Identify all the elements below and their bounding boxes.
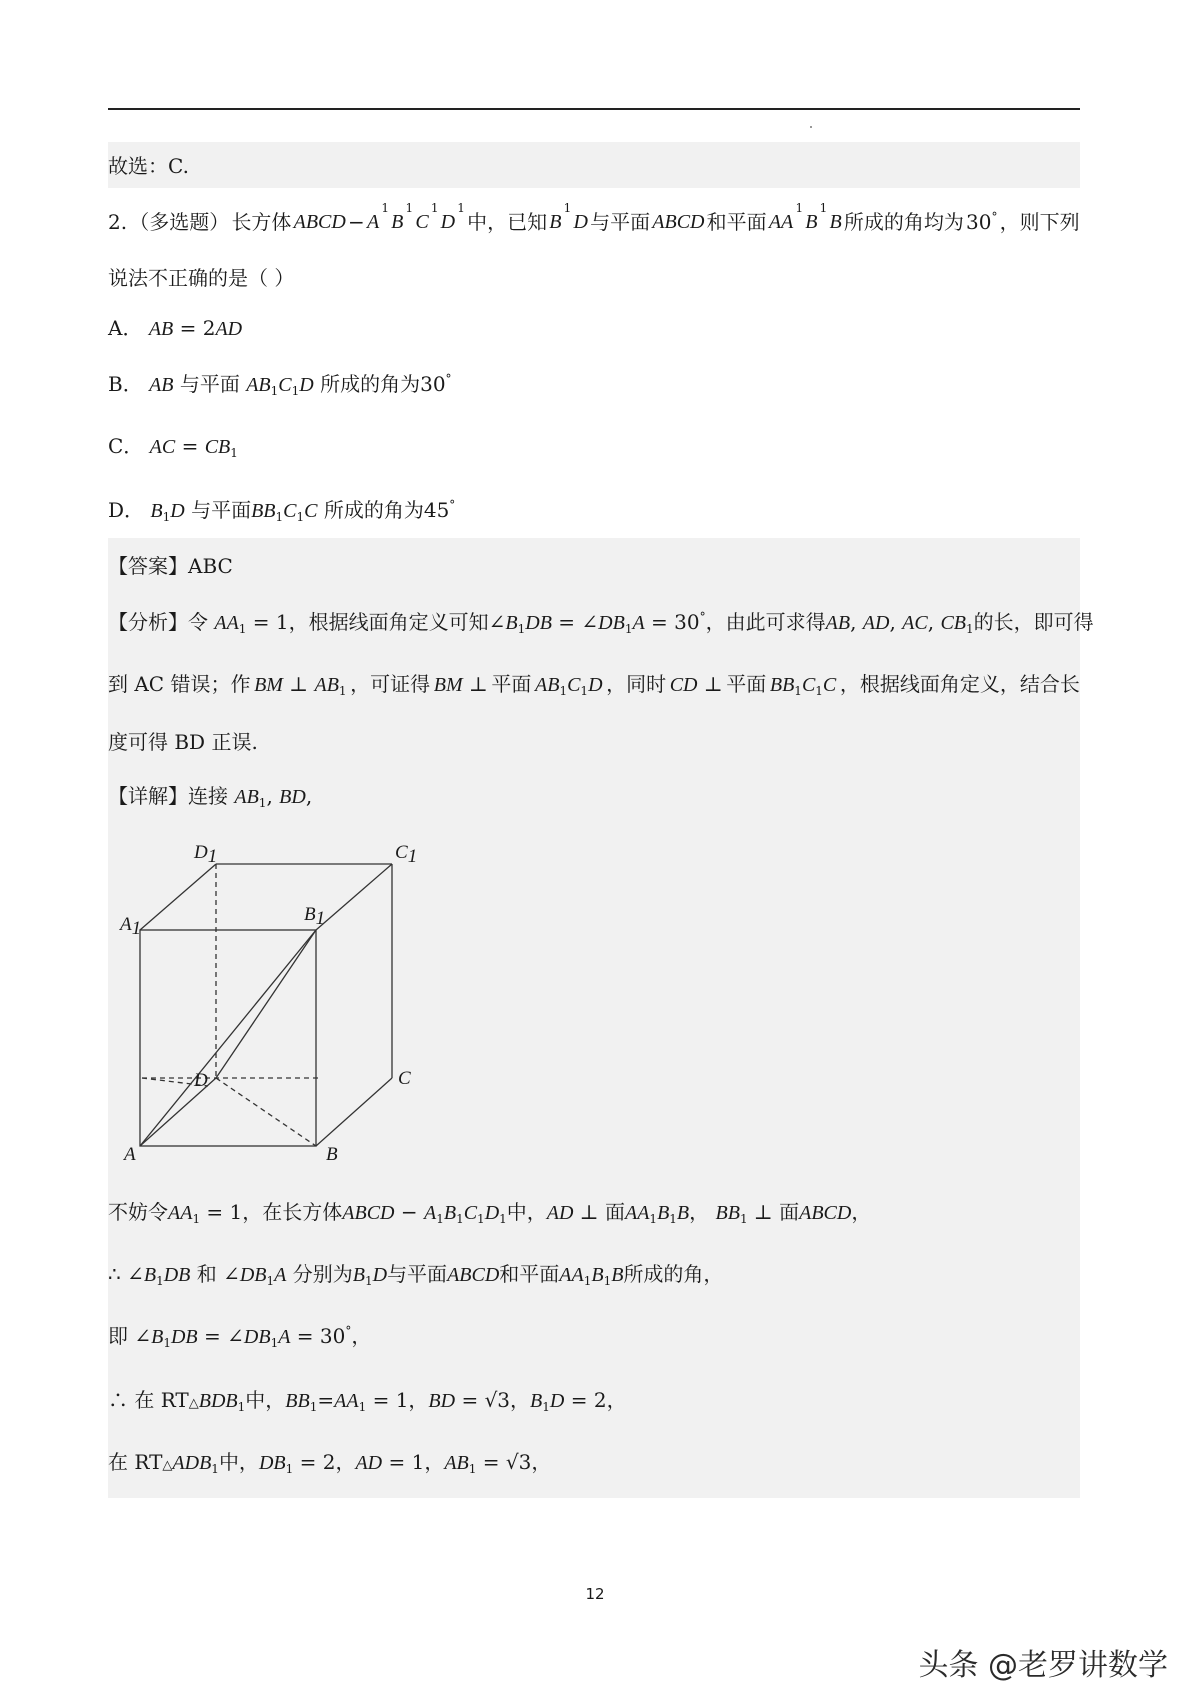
label-a1: A1 (120, 914, 142, 939)
cuboid-figure (108, 838, 428, 1178)
option-d: D． $B_1D$ 与平面$BB_1C_1C$ 所成的角为45° (108, 498, 456, 524)
label-d: D (194, 1070, 208, 1091)
label-b: B (326, 1144, 338, 1165)
label-d1: D1 (194, 842, 218, 867)
label-c1: C1 (395, 842, 418, 867)
analysis-line2: 到 AC 错误；作 BM ⊥ $AB_1$ ，可证得 BM ⊥ 平面 $AB_1C_1D$ ，同时 CD ⊥ 平面 $BB_1C_1C$ ，根据线面角定义，结合长 (108, 672, 1080, 698)
analysis-line1: 【分析】令 $AA_1 = 1$ ，根据线面角定义可知 $\angle B_1DB$ = $\angle DB_1A = 30^\circ$ ，由此可求得 AB, AD, AC, $CB_1$ 的长，即可得 (108, 610, 1094, 636)
label-b1: B1 (304, 904, 326, 929)
scan-dot (810, 126, 812, 128)
edge-bc (316, 1078, 392, 1146)
detail-step1: 不妨令$AA_1 = 1$，在长方体ABCD − $A_1B_1C_1D_1$中，AD ⊥ 面$AA_1B_1B$， $BB_1$ ⊥ 面ABCD， (108, 1200, 872, 1226)
detail-step2: ∴ $\angle B_1DB$ 和 $\angle DB_1A$ 分别为$B_1D$与平面ABCD和平面$AA_1B_1B$所成的角， (108, 1262, 724, 1288)
diag-ab1 (140, 930, 316, 1146)
edge-a1d1 (140, 864, 216, 930)
analysis-line3: 度可得 BD 正误. (108, 730, 258, 754)
detail-connect: 【详解】连接 $AB_1$, BD, (108, 784, 313, 810)
question-stem-line2: 说法不正确的是（ ） (108, 266, 295, 290)
label-a: A (124, 1144, 136, 1165)
diag-db1 (216, 930, 316, 1078)
question-stem-line1: 2. （多选题） 长方体 ABCD − A 1 B 1 C 1 D 1 中，已知 B 1 D 与平面 ABCD 和平面 AA 1 B 1 B 所成的角均为 30° ，则下列 (108, 201, 1080, 234)
option-a: A． AB = 2AD (108, 316, 243, 340)
detail-step3: 即 $\angle B_1DB$ = $\angle DB_1A = 30^\circ$， (108, 1324, 372, 1350)
detail-step5: 在 $RT\triangle ADB_1$中，$DB_1 = 2$，AD = 1，$AB_1 = √3$， (108, 1450, 552, 1476)
diag-db (216, 1078, 316, 1146)
detail-step4: ∴ 在 $RT\triangle BDB_1$中，$BB_1=AA_1 = 1$，BD = √3，$B_1D = 2$， (108, 1388, 627, 1414)
prev-answer: 故选：C. (108, 154, 189, 178)
option-b: B． AB 与平面 $AB_1C_1D$ 所成的角为30° (108, 372, 452, 398)
header-rule (108, 108, 1080, 110)
answer-shade-top (108, 142, 1080, 188)
edge-b1c1 (316, 864, 392, 930)
page-number: 12 (585, 1585, 605, 1603)
watermark: 头条 @老罗讲数学 (918, 1648, 1168, 1683)
option-c: C． AC = $CB_1$ (108, 434, 238, 460)
answer-line: 【答案】ABC (108, 554, 233, 578)
label-c: C (398, 1068, 411, 1089)
